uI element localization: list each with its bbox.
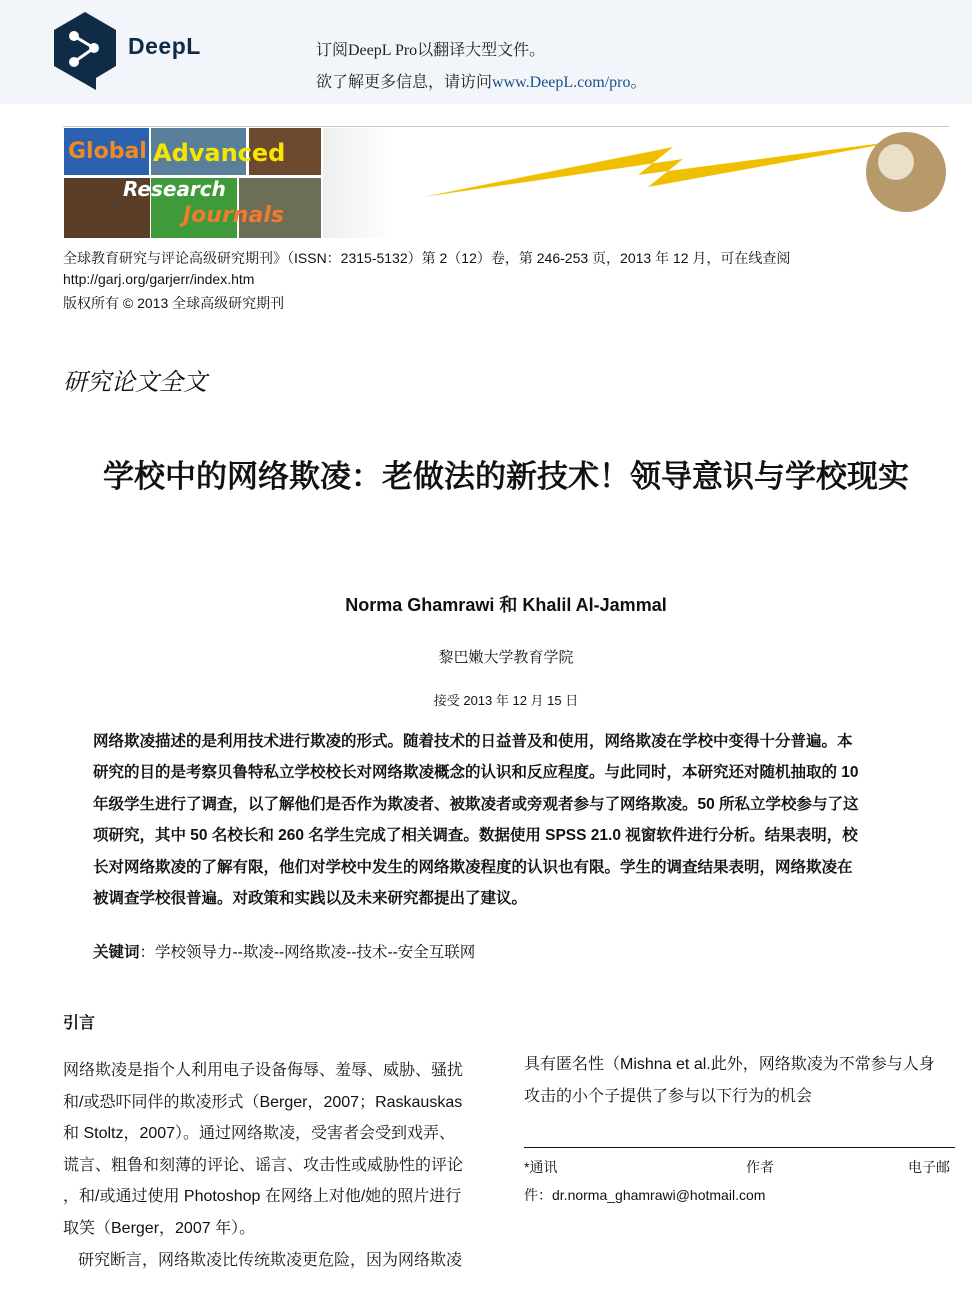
right-column: [524, 1049, 935, 1112]
promo-suffix: 。: [630, 74, 647, 91]
deepl-logo-icon: [52, 10, 118, 92]
footnote-part3: 电子邮: [908, 1159, 950, 1175]
footnote-email[interactable]: 件：dr.norma_ghamrawi@hotmail.com: [524, 1187, 766, 1203]
abstract-line: 项研究，其中 50 名校长和 260 名学生完成了相关调查。数据使用 SPSS 21.0 视窗软件进行分析。结果表明，校: [93, 827, 858, 845]
lightning-globe-icon: [413, 127, 949, 239]
abstract-line: 网络欺凌描述的是利用技术进行欺凌的形式。随着技术的日益普及和使用，网络欺凌在学校中变得十分普遍。本: [93, 733, 853, 750]
keywords-label: 关键词: [93, 944, 140, 961]
abstract-line: 研究的目的是考察贝鲁特私立学校校长对网络欺凌概念的认识和反应程度。与此同时，本研究还对随机抽取的 10: [93, 764, 859, 782]
article-affiliation: 黎巴嫩大学教育学院: [438, 649, 574, 666]
promo-line-1: 订阅DeepL Pro以翻译大型文件。: [316, 42, 546, 59]
abstract-line: 被调查学校很普遍。对政策和实践以及未来研究都提出了建议。: [93, 890, 528, 908]
footnote-divider: [524, 1147, 955, 1148]
left-column: [63, 1055, 463, 1276]
article-authors: Norma Ghamrawi 和 Khalil Al-Jammal: [345, 595, 667, 615]
footnote-part2: 作者: [746, 1159, 774, 1175]
banner-word-journals: Journals: [183, 203, 284, 228]
deepl-pro-link[interactable]: www.DeepL.com/pro: [492, 74, 631, 91]
abstract-line: 长对网络欺凌的了解有限，他们对学校中发生的网络欺凌程度的认识也有限。学生的调查结果表明，网络欺凌在: [93, 858, 853, 876]
journal-copyright: 版权所有 © 2013 全球高级研究期刊: [63, 295, 285, 311]
footnote-part1: *通讯: [524, 1159, 558, 1175]
deepl-brand: DeepL: [128, 33, 201, 59]
body-line: ，和/或通过使用 Photoshop 在网络上对他/她的照片进行: [63, 1188, 462, 1206]
journal-banner: [63, 127, 949, 239]
abstract-line: 年级学生进行了调查，以了解他们是否作为欺凌者、被欺凌者或旁观者参与了网络欺凌。50 所私立学校参与了这: [93, 795, 859, 813]
accepted-date: 接受 2013 年 12 月 15 日: [433, 693, 579, 708]
journal-url[interactable]: http://garj.org/garjerr/index.htm: [63, 271, 255, 287]
body-line: 取笑（Berger，2007 年）。: [63, 1219, 256, 1237]
body-line: 和 Stoltz，2007）。通过网络欺凌，受害者会受到戏弄、: [63, 1125, 456, 1143]
intro-heading: 引言: [63, 1015, 96, 1032]
body-line: 谎言、粗鲁和刻薄的评论、谣言、攻击性或威胁性的评论: [63, 1156, 464, 1174]
promo-line-2: [316, 69, 647, 92]
body-line: 具有匿名性（Mishna et al.此外，网络欺凌为不常参与人身: [524, 1056, 935, 1073]
body-line: 研究断言，网络欺凌比传统欺凌更危险，因为网络欺凌: [78, 1251, 463, 1269]
promo-text: 欲了解更多信息，请访问: [316, 74, 493, 91]
body-line: 攻击的小个子提供了参与以下行为的机会: [524, 1087, 813, 1105]
article-title: 学校中的网络欺凌：老做法的新技术！领导意识与学校现实: [103, 459, 909, 494]
body-line: 和/或恐吓同伴的欺凌形式（Berger，2007；Raskauskas: [63, 1093, 463, 1111]
deepl-promo-bar: [0, 0, 972, 104]
keywords-text: ：学校领导力--欺凌--网络欺凌--技术--安全互联网: [139, 944, 476, 961]
article-type: 研究论文全文: [63, 368, 207, 396]
banner-word-research: Research: [123, 177, 226, 201]
body-line: 网络欺凌是指个人利用电子设备侮辱、羞辱、威胁、骚扰: [63, 1062, 464, 1079]
abstract: [93, 726, 923, 914]
banner-word-global: Global: [68, 139, 147, 164]
banner-word-advanced: Advanced: [153, 139, 286, 167]
journal-citation: 全球教育研究与评论高级研究期刊》（ISSN：2315-5132）第 2（12）卷，第 246-253 页，2013 年 12 月，可在线查阅: [63, 250, 791, 266]
keywords: [93, 940, 475, 962]
